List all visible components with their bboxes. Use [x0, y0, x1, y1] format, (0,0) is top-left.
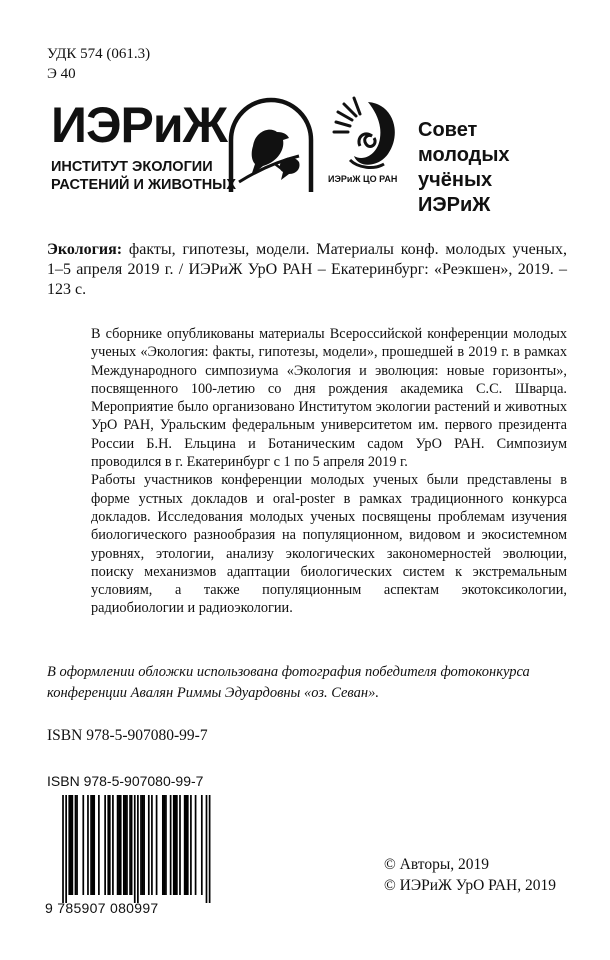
- barcode-bar: [148, 795, 150, 895]
- barcode-bar: [131, 795, 133, 895]
- barcode-bar: [170, 795, 172, 895]
- institute-logo: [47, 96, 309, 208]
- udk-code: УДК 574 (061.3): [47, 46, 151, 62]
- barcode-bar: [164, 795, 166, 895]
- barcode-bar: [126, 795, 128, 895]
- barcode-bar: [93, 795, 95, 895]
- barcode-bar: [174, 795, 176, 895]
- barcode-digits: 9 785907 080997: [45, 900, 159, 916]
- barcode-bar: [107, 795, 109, 895]
- birds-on-branch-icon: [225, 96, 317, 196]
- isbn: ISBN 978-5-907080-99-7: [47, 727, 208, 744]
- barcode-bar: [187, 795, 189, 895]
- barcode-bar: [195, 795, 197, 895]
- barcode-bar: [143, 795, 145, 895]
- barcode-isbn-label: ISBN 978-5-907080-99-7: [47, 773, 204, 789]
- bibliographic-citation: [47, 240, 567, 300]
- barcode-bar: [82, 795, 84, 895]
- institute-name-line2: РАСТЕНИЙ И ЖИВОТНЫХ: [51, 177, 237, 193]
- institute-name-line1: ИНСТИТУТ ЭКОЛОГИИ: [51, 159, 213, 175]
- copyright-authors: © Авторы, 2019: [384, 856, 490, 873]
- barcode-bar: [118, 795, 120, 895]
- barcode-bar: [70, 795, 72, 895]
- barcode-bar: [68, 795, 70, 895]
- barcode-bar: [201, 795, 203, 895]
- barcode-bar: [117, 795, 119, 895]
- barcode-block: [45, 773, 215, 923]
- barcode-bar: [176, 795, 178, 895]
- barcode-bar: [162, 795, 164, 895]
- barcode-bar: [75, 795, 77, 895]
- library-codes: [47, 44, 150, 84]
- youth-council-mini-label: ИЭРиЖ ЦО РАН: [328, 174, 398, 184]
- barcode-bar: [90, 795, 92, 895]
- barcode-icon: [45, 795, 215, 903]
- barcode-bar: [87, 795, 89, 895]
- barcode-bar: [209, 795, 211, 903]
- barcode-bar: [92, 795, 94, 895]
- barcode-bar: [76, 795, 78, 895]
- barcode-bar: [112, 795, 114, 895]
- copyright-institute: © ИЭРиЖ УрО РАН, 2019: [384, 877, 556, 894]
- barcode-bar: [165, 795, 167, 895]
- barcode-bar: [140, 795, 142, 895]
- sun-swirl-icon: [328, 94, 412, 176]
- barcode-bar: [190, 795, 192, 895]
- citation-lead: Экология:: [47, 241, 123, 258]
- barcode-bar: [98, 795, 100, 895]
- barcode-bar: [104, 795, 106, 895]
- barcode-bar: [151, 795, 153, 895]
- citation-text: факты, гипотезы, модели. Материалы конф. молодых ученых, 1–5 апреля 2019 г. / ИЭРиЖ УрО РАН – Екатеринбург: «Реэкшен», 2019. – 123 с.: [47, 241, 567, 298]
- barcode-bar: [123, 795, 125, 895]
- barcode-bar: [206, 795, 208, 903]
- barcode-bar: [142, 795, 144, 895]
- copyright: [384, 854, 556, 896]
- youth-council-name: [418, 118, 568, 218]
- youth-council-logo: [328, 94, 568, 216]
- barcode-bar: [72, 795, 74, 895]
- cover-photo-note: В оформлении обложки использована фотография победителя фотоконкурса конференции Авалян Риммы Эдуардовны «оз. Севан».: [47, 664, 530, 701]
- barcode-bar: [120, 795, 122, 895]
- barcode-bar: [184, 795, 186, 895]
- barcode-bar: [109, 795, 111, 895]
- abstract: [91, 325, 567, 618]
- author-mark: Э 40: [47, 66, 76, 82]
- barcode-bar: [179, 795, 181, 895]
- abstract-paragraph-2: Работы участников конференции молодых ученых были представлены в форме устных докладов и oral-poster в рамках традиционного конкурса докладов. Исследования молодых ученых посвящены проблемам изучения биологического разнообразия на популяционном, видовом и экосистемном уровнях, этологии, анализу экологических закономерностей эволюции, поиску механизмов адаптации биологических систем к экстремальным условиям, а также популяционным аспектам экотоксикологии, радиобиологии и радиоэкологии.: [91, 472, 567, 617]
- institute-name: [51, 158, 236, 194]
- barcode-bar: [129, 795, 131, 895]
- barcode-bar: [156, 795, 158, 895]
- barcode-bar: [65, 795, 67, 903]
- barcode-bar: [134, 795, 136, 903]
- barcode-bar: [62, 795, 64, 903]
- barcode-bar: [185, 795, 187, 895]
- barcode-bar: [137, 795, 139, 903]
- barcode-bar: [125, 795, 127, 895]
- institute-abbreviation: ИЭРиЖ: [51, 97, 227, 153]
- barcode-bar: [173, 795, 175, 895]
- youth-council-line1: Совет молодых: [418, 119, 510, 166]
- abstract-paragraph-1: В сборнике опубликованы материалы Всероссийской конференции молодых ученых «Экология: факты, гипотезы, модели», прошедшей в 2019 г. в рамках Международного симпозиума «Экология и эволюция: новые горизонты», посвященного 100-летию со дня рождения академика С.С. Шварца. Мероприятие было организовано Институтом экологии растений и животных УрО РАН, Уральским федеральным университетом им. первого президента России Б.Н. Ельцина и Ботаническим садом УрО РАН. Симпозиум проводился в г. Екатеринбург с 1 по 5 апреля 2019 г.: [91, 326, 567, 471]
- youth-council-line2: учёных ИЭРиЖ: [418, 169, 493, 216]
